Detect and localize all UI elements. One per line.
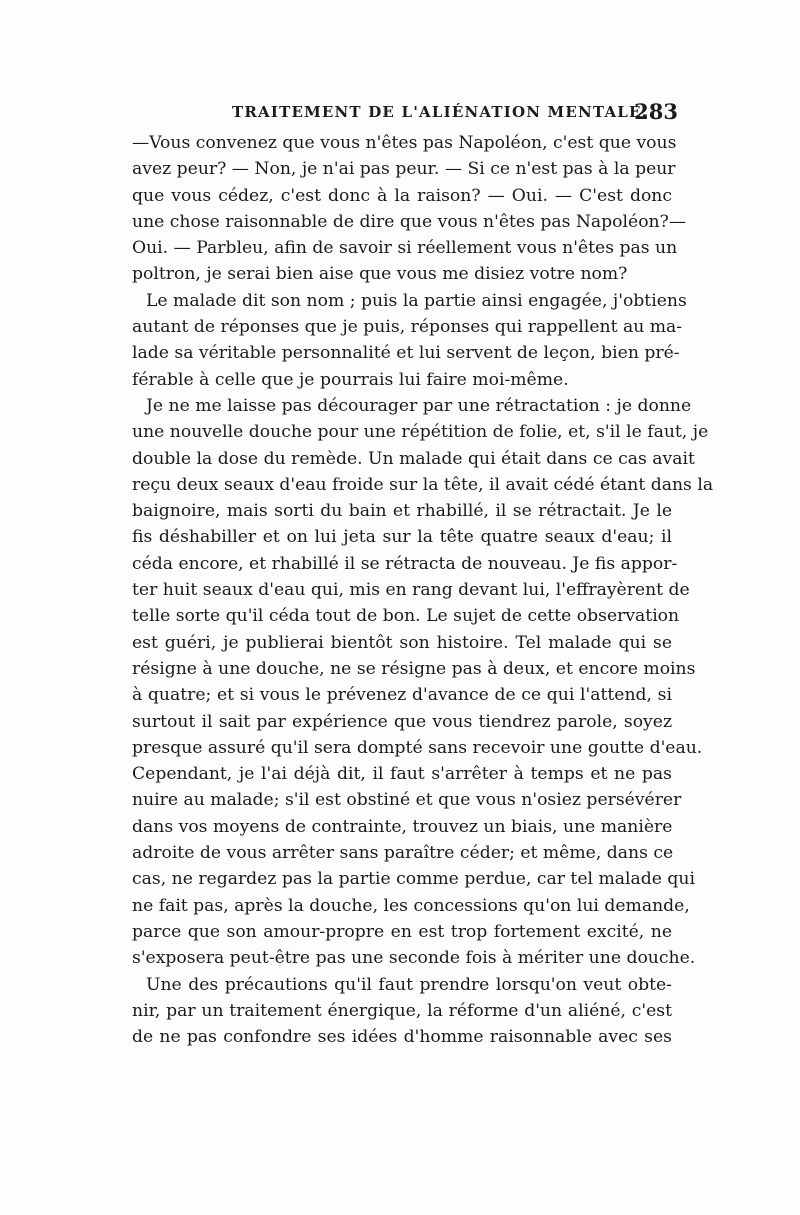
text-line: s'exposera peut-être pas une seconde fois à mériter une douche. [132, 948, 696, 969]
text-line: lade sa véritable personnalité et lui servent de leçon, bien pré- [132, 343, 680, 364]
text-line: parce que son amour-propre en est trop fortement excité, ne [132, 921, 672, 942]
text-line: Je ne me laisse pas décourager par une rétractation : je donne [146, 395, 692, 416]
text-line: est guéri, je publierai bientôt son histoire. Tel malade qui se [132, 632, 672, 653]
text-line: autant de réponses que je puis, réponses qui rappellent au ma- [132, 317, 683, 338]
page-number: 283 [634, 99, 678, 124]
text-line: avez peur? — Non, je n'ai pas peur. — Si ce n'est pas à la peur [132, 159, 676, 180]
body-text [132, 130, 714, 1050]
text-line: résigne à une douche, ne se résigne pas à deux, et encore moins [132, 658, 696, 679]
text-line: —Vous convenez que vous n'êtes pas Napoléon, c'est que vous [132, 133, 677, 153]
text-line: telle sorte qu'il céda tout de bon. Le sujet de cette observation [132, 606, 680, 627]
text-line: baignoire, mais sorti du bain et rhabillé, il se rétractait. Je le [132, 501, 672, 522]
text-line: une chose raisonnable de dire que vous n'êtes pas Napoléon?— [132, 211, 687, 232]
text-line: céda encore, et rhabillé il se rétracta de nouveau. Je fis appor- [132, 553, 678, 574]
text-line: Une des précautions qu'il faut prendre lorsqu'on veut obte- [146, 974, 672, 995]
text-line: adroite de vous arrêter sans paraître céder; et même, dans ce [132, 843, 674, 864]
text-line: à quatre; et si vous le prévenez d'avance de ce qui l'attend, si [132, 685, 672, 706]
text-line: poltron, je serai bien aise que vous me disiez votre nom? [132, 264, 628, 285]
text-line: reçu deux seaux d'eau froide sur la tête, il avait cédé étant dans la [132, 474, 714, 495]
running-head [132, 99, 678, 127]
text-line: dans vos moyens de contrainte, trouvez un biais, une manière [132, 816, 673, 837]
text-line: nir, par un traitement énergique, la réforme d'un aliéné, c'est [132, 1000, 672, 1021]
text-line: de ne pas confondre ses idées d'homme raisonnable avec ses [132, 1027, 672, 1048]
text-line: Oui. — Parbleu, afin de savoir si réellement vous n'êtes pas un [132, 238, 678, 259]
text-line: férable à celle que je pourrais lui faire moi-même. [132, 369, 569, 390]
text-line: presque assuré qu'il sera dompté sans recevoir une goutte d'eau. [132, 737, 703, 758]
text-line: fis déshabiller et on lui jeta sur la tête quatre seaux d'eau; il [132, 527, 672, 548]
text-line: ne fait pas, après la douche, les concessions qu'on lui demande, [132, 895, 690, 916]
text-line: que vous cédez, c'est donc à la raison? — Oui. — C'est donc [132, 185, 672, 206]
text-line: surtout il sait par expérience que vous tiendrez parole, soyez [132, 711, 672, 732]
text-line: cas, ne regardez pas la partie comme perdue, car tel malade qui [132, 869, 695, 890]
text-line: une nouvelle douche pour une répétition de folie, et, s'il le faut, je [132, 422, 709, 443]
text-line: double la dose du remède. Un malade qui était dans ce cas avait [132, 448, 695, 469]
text-line: nuire au malade; s'il est obstiné et que vous n'osiez persévérer [132, 790, 682, 811]
text-line: ter huit seaux d'eau qui, mis en rang devant lui, l'effrayèrent de [132, 580, 690, 601]
text-line: Le malade dit son nom ; puis la partie ainsi engagée, j'obtiens [146, 290, 687, 311]
text-line: Cependant, je l'ai déjà dit, il faut s'arrêter à temps et ne pas [132, 764, 672, 785]
running-head-title: TRAITEMENT DE L'ALIÉNATION MENTALE. [232, 103, 649, 121]
